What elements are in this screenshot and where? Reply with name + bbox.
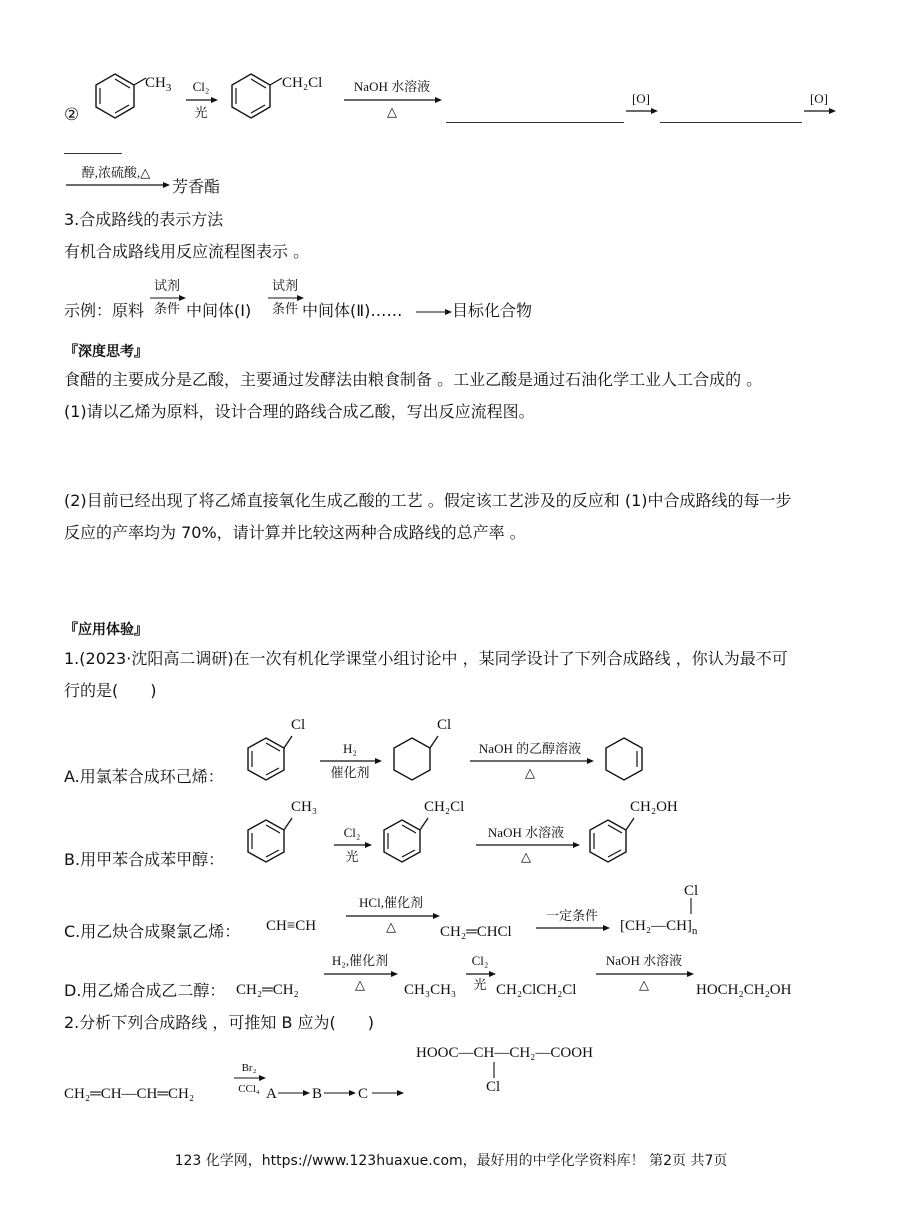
chlorocyclohexane-ring-icon: [388, 730, 448, 786]
reaction-arrow-icon: [66, 181, 170, 189]
option-b-label: B.用甲苯合成苯甲醇：: [64, 850, 225, 869]
option-d-arrow2-bottom: 光: [473, 977, 487, 992]
chlorobenzene-substituent: Cl: [291, 717, 306, 733]
bond-line: [492, 1062, 496, 1078]
reaction-arrow-icon: [476, 841, 580, 849]
example-intermediate-2: 中间体(Ⅱ)……: [302, 301, 403, 320]
benzyl-chloride-substituent: CH₂Cl: [424, 799, 465, 815]
step-marker: ②: [64, 105, 80, 125]
reaction-arrow-icon: [334, 841, 372, 849]
reaction-arrow-icon: [626, 107, 658, 115]
ester-product: 芳香酯: [172, 177, 221, 196]
polymer-formula: $[CH_2—CH]_n$: [620, 918, 698, 937]
arrow2-bottom: △: [387, 104, 397, 119]
question-1-line2: 行的是( ): [64, 681, 157, 700]
example-condition: 条件: [153, 301, 180, 316]
reaction-arrow-icon: [278, 1089, 310, 1097]
example-condition: 条件: [271, 301, 298, 316]
deep-question-2-line1: (2)目前已经出现了将乙烯直接氧化生成乙酸的工艺 。假定该工艺涉及的反应和 (1)中合成路线的每一步: [64, 491, 792, 510]
chlorocyclohexane-substituent: Cl: [437, 717, 452, 733]
vinyl-chloride: CH₂═CHCl: [440, 924, 512, 940]
reaction-arrow-icon: [320, 757, 382, 765]
target-acid-chlorine: Cl: [486, 1079, 501, 1095]
target-acid: HOOC—CH—CH₂—COOH: [416, 1045, 593, 1061]
dichloroethane: CH₂ClCH₂Cl: [496, 982, 577, 998]
example-prefix: 示例：原料: [64, 301, 145, 320]
reaction-arrow-icon: [804, 107, 836, 115]
deep-paragraph: 食醋的主要成分是乙酸，主要通过发酵法由粮食制备 。工业乙酸是通过石油化学工业人工合成的 。: [64, 370, 763, 389]
bond-line: [689, 898, 693, 914]
application-heading: 『应用体验』: [64, 622, 148, 638]
option-d-arrow2-top: Cl₂: [471, 953, 489, 968]
reaction-arrow-icon: [324, 1089, 356, 1097]
arrow1-bottom: 光: [194, 105, 208, 120]
toluene-substituent: CH₃: [291, 799, 318, 815]
option-d-label: D.用乙烯合成乙二醇：: [64, 981, 226, 1000]
chlorobenzene-ring-icon: [242, 730, 302, 786]
ester-arrow-top: 醇,浓硫酸,△: [81, 165, 151, 180]
option-d-arrow3-bottom: △: [639, 977, 649, 992]
reaction-arrow-icon: [470, 757, 594, 765]
arrow3-top: [O]: [631, 91, 651, 106]
reaction-arrow-icon: [536, 924, 610, 932]
option-b-arrow2-bottom: △: [521, 849, 531, 864]
option-c-arrow1-bottom: △: [386, 919, 396, 934]
ethane: CH₃CH₃: [404, 982, 457, 998]
benzyl-chloride-ring-icon: [378, 812, 438, 868]
option-b-arrow2-top: NaOH 水溶液: [487, 825, 565, 840]
acetylene: CH≡CH: [266, 918, 317, 934]
option-c-label: C.用乙炔合成聚氯乙烯：: [64, 922, 241, 941]
option-d-arrow3-top: NaOH 水溶液: [605, 953, 683, 968]
benzyl-substituent: CH₂Cl: [282, 75, 323, 91]
benzene-ring-icon: [226, 70, 276, 126]
q2-arrow-top: Br₂: [241, 1062, 257, 1074]
ethylene: CH₂═CH₂: [236, 982, 299, 998]
compound-c: C: [358, 1086, 369, 1102]
reaction-arrow-icon: [416, 308, 452, 316]
deep-question-2-line2: 反应的产率均为 70%，请计算并比较这两种合成路线的总产率 。: [64, 523, 526, 542]
option-a-arrow1-bottom: 催化剂: [330, 765, 370, 780]
page-footer: 123 化学网，https://www.123huaxue.com，最好用的中学化学资料库！ 第2页 共7页: [174, 1153, 728, 1169]
reaction-arrow-icon: [234, 1074, 266, 1082]
option-b-arrow1-bottom: 光: [345, 849, 359, 864]
arrow4-top: [O]: [809, 91, 829, 106]
example-intermediate-1: 中间体(Ⅰ): [186, 301, 252, 320]
toluene-ring-icon: [242, 812, 302, 868]
example-reagent: 试剂: [271, 278, 298, 293]
compound-a: A: [266, 1086, 277, 1102]
option-c-arrow1-top: HCl,催化剂: [359, 895, 423, 910]
reaction-arrow-icon: [186, 96, 218, 104]
question-2: 2.分析下列合成路线 ，可推知 B 应为( ): [64, 1013, 374, 1032]
arrow2-top: NaOH 水溶液: [353, 79, 431, 94]
polymer-chlorine: Cl: [684, 883, 699, 899]
option-b-arrow1-top: Cl₂: [343, 825, 361, 840]
answer-blank: [660, 122, 802, 123]
section-desc: 有机合成路线用反应流程图表示 。: [64, 242, 310, 261]
option-a-arrow2-top: NaOH 的乙醇溶液: [478, 741, 582, 756]
cyclohexene-ring-icon: [600, 730, 650, 786]
benzyl-alcohol-substituent: CH₂OH: [630, 799, 678, 815]
option-d-arrow1-top: H₂,催化剂: [331, 953, 389, 968]
deep-question-1: (1)请以乙烯为原料，设计合理的路线合成乙酸，写出反应流程图。: [64, 402, 535, 421]
benzyl-alcohol-ring-icon: [584, 812, 644, 868]
option-d-arrow1-bottom: △: [355, 977, 365, 992]
option-a-arrow1-top: H₂: [343, 741, 357, 756]
q2-arrow-bottom: CCl₄: [238, 1083, 260, 1095]
reaction-arrow-icon: [372, 1089, 404, 1097]
answer-blank: [446, 122, 624, 123]
benzene-ring-icon: [90, 70, 140, 126]
compound-b: B: [312, 1086, 323, 1102]
answer-blank: [64, 153, 122, 154]
example-reagent: 试剂: [153, 278, 180, 293]
deep-thinking-heading: 『深度思考』: [64, 344, 148, 360]
example-target: 目标化合物: [452, 301, 533, 320]
option-a-label: A.用氯苯合成环己烯：: [64, 767, 224, 786]
option-a-arrow2-bottom: △: [525, 765, 535, 780]
reaction-arrow-icon: [344, 96, 442, 104]
question-1-line1: 1.(2023·沈阳高二调研)在一次有机化学课堂小组讨论中 ，某同学设计了下列合成路线 ，你认为最不可: [64, 649, 788, 668]
section-title: 3.合成路线的表示方法: [64, 210, 224, 229]
toluene-substituent: $CH_3$: [145, 75, 172, 94]
butadiene: CH₂═CH—CH═CH₂: [64, 1086, 195, 1102]
option-c-arrow2-top: 一定条件: [545, 908, 598, 923]
ethylene-glycol: HOCH₂CH₂OH: [696, 982, 792, 998]
arrow1-top: Cl₂: [192, 79, 210, 94]
